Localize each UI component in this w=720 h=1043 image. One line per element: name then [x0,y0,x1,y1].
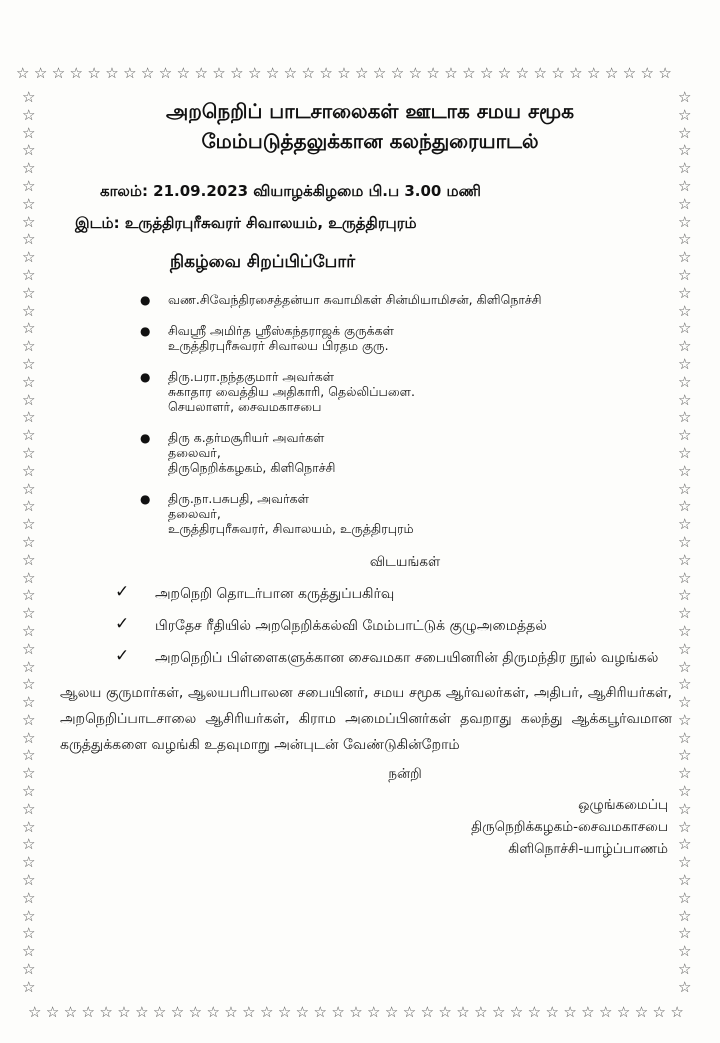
star-icon: ☆ [678,159,692,178]
star-icon: ☆ [16,64,30,82]
star-icon: ☆ [678,426,692,445]
star-icon: ☆ [426,64,440,82]
guest-line: திருநெறிக்கழகம், கிளிநொச்சி [168,460,336,475]
star-icon: ☆ [384,1003,399,1021]
star-icon: ☆ [670,1003,684,1021]
star-icon: ☆ [22,871,36,890]
guest-item [140,292,680,307]
guest-line: திரு.பரா.நந்தகுமார் அவர்கள் [168,369,335,384]
document-content [60,96,680,860]
star-icon: ☆ [295,1003,310,1021]
star-icon: ☆ [22,657,36,676]
star-icon: ☆ [22,443,36,462]
topic-text: பிரதேச ரீதியில் அறநெறிக்கல்வி மேம்பாட்டுக் குழுஅமைத்தல் [155,618,547,634]
chief-guests-heading: நிகழ்வை சிறப்பிப்போர் [170,252,356,272]
star-icon: ☆ [45,1003,60,1021]
signature-line-2: திருநெறிக்கழகம்-சைவமகாசபை [471,819,668,835]
star-icon: ☆ [420,1003,435,1021]
star-icon: ☆ [277,1003,292,1021]
star-icon: ☆ [678,212,692,231]
star-icon: ☆ [105,64,119,82]
star-icon: ☆ [678,977,692,996]
star-icon: ☆ [224,1003,238,1021]
star-icon: ☆ [22,710,36,729]
star-icon: ☆ [349,1003,363,1021]
star-icon: ☆ [87,64,101,82]
star-icon: ☆ [678,248,692,267]
topic-item [115,578,680,610]
star-icon: ☆ [678,497,692,516]
star-icon: ☆ [678,888,692,907]
star-icon: ☆ [678,123,692,142]
star-icon: ☆ [678,443,692,462]
star-icon: ☆ [678,960,692,979]
star-icon: ☆ [678,746,692,765]
star-icon: ☆ [22,977,36,996]
star-icon: ☆ [22,817,36,836]
guest-item [140,369,680,414]
star-icon: ☆ [491,1003,506,1021]
star-icon: ☆ [22,764,36,783]
star-icon: ☆ [479,64,494,82]
star-icon: ☆ [140,64,155,82]
star-icon: ☆ [678,461,692,480]
star-icon: ☆ [474,1003,488,1021]
star-icon: ☆ [599,1003,613,1021]
star-icon: ☆ [569,64,583,82]
star-icon: ☆ [22,194,36,213]
star-icon: ☆ [678,301,692,320]
star-icon: ☆ [678,693,692,712]
star-icon: ☆ [22,782,36,801]
star-icon: ☆ [355,64,369,82]
star-icon: ☆ [678,194,692,213]
guest-line: தலைவர், [168,506,221,521]
star-icon: ☆ [22,176,36,195]
star-icon: ☆ [22,461,36,480]
star-icon: ☆ [63,1003,78,1021]
star-icon: ☆ [527,1003,542,1021]
star-icon: ☆ [22,924,36,943]
star-icon: ☆ [509,1003,524,1021]
star-icon: ☆ [22,319,36,338]
star-icon: ☆ [22,960,36,979]
star-icon: ☆ [678,265,692,284]
guest-line: உருத்திரபுரீசுவரர் சிவாலய பிரதம குரு. [168,338,389,353]
star-icon: ☆ [678,532,692,551]
star-icon: ☆ [581,1003,595,1021]
event-place: இடம்: உருத்திரபுரீசுவரர் சிவாலயம், உருத்திரபுரம் [75,214,417,232]
checkmark-icon: ✓ [115,582,130,602]
star-icon: ☆ [188,1003,203,1021]
star-icon: ☆ [230,64,244,82]
star-icon: ☆ [678,319,692,338]
star-icon: ☆ [678,283,692,302]
checkmark-icon: ✓ [115,614,130,634]
star-icon: ☆ [135,1003,149,1021]
topic-item [115,610,680,642]
star-icon: ☆ [22,265,36,284]
star-icon: ☆ [283,64,298,82]
organizer-signature [60,794,680,860]
star-icon: ☆ [247,64,262,82]
star-icon: ☆ [337,64,351,82]
star-icon: ☆ [678,372,692,391]
star-icon: ☆ [640,64,654,82]
star-icon: ☆ [22,728,36,747]
event-title [60,96,680,156]
guest-line: சிவஸ்ரீ அமிர்த ஸ்ரீஸ்கந்தராஜக் குருக்கள் [168,323,394,338]
star-icon: ☆ [265,64,280,82]
event-title-line-1: அறநெறிப் பாடசாலைகள் ஊடாக சமய சமூக [166,99,574,123]
signature-line-3: கிளிநொச்சி-யாழ்ப்பாணம் [508,841,668,857]
star-icon: ☆ [678,604,692,623]
star-icon: ☆ [678,639,692,658]
star-icon: ☆ [678,675,692,694]
star-icon: ☆ [616,1003,631,1021]
star-icon: ☆ [22,746,36,765]
star-border-top [16,66,672,81]
guest-item [140,323,680,353]
star-icon: ☆ [652,1003,666,1021]
star-icon: ☆ [22,159,36,178]
topic-list [60,578,680,674]
star-icon: ☆ [678,942,692,961]
star-icon: ☆ [678,871,692,890]
guest-line: செயலாளர், சைவமகாசபை [168,399,322,414]
star-icon: ☆ [497,64,512,82]
guest-line: வண.சிவேந்திரசைத்தன்யா சுவாமிகள் சின்மியாமிசன், கிளிநொச்சி [168,292,542,307]
star-icon: ☆ [22,799,36,818]
star-icon: ☆ [678,764,692,783]
star-icon: ☆ [587,64,601,82]
star-icon: ☆ [22,372,36,391]
star-icon: ☆ [22,906,36,925]
star-icon: ☆ [678,817,692,836]
star-icon: ☆ [331,1003,345,1021]
star-icon: ☆ [456,1003,470,1021]
star-icon: ☆ [408,64,423,82]
star-icon: ☆ [678,710,692,729]
star-icon: ☆ [678,568,692,587]
star-icon: ☆ [22,550,36,569]
event-time: காலம்: 21.09.2023 வியாழக்கிழமை பி.ப 3.00 மணி [100,182,481,200]
star-border-bottom [28,1005,684,1020]
star-icon: ☆ [22,639,36,658]
star-icon: ☆ [22,693,36,712]
topics-heading: விடயங்கள் [369,554,441,570]
star-icon: ☆ [22,141,36,160]
star-icon: ☆ [22,621,36,640]
star-icon: ☆ [678,408,692,427]
star-icon: ☆ [194,64,208,82]
star-icon: ☆ [22,479,36,498]
topic-item [115,642,680,674]
checkmark-icon: ✓ [115,646,130,666]
star-icon: ☆ [367,1003,381,1021]
star-icon: ☆ [22,515,36,534]
star-icon: ☆ [678,390,692,409]
star-icon: ☆ [678,586,692,605]
star-icon: ☆ [22,604,36,623]
bullet-icon: ● [140,431,151,445]
star-icon: ☆ [22,853,36,872]
star-icon: ☆ [678,906,692,925]
star-icon: ☆ [22,337,36,356]
star-icon: ☆ [678,799,692,818]
thanks-text: நன்றி [388,766,422,782]
star-border-left [22,90,35,995]
star-icon: ☆ [51,64,66,82]
guest-item [140,491,680,536]
topic-text: அறநெறி தொடர்பான கருத்துப்பகிர்வு [155,586,395,602]
guest-list [60,292,680,536]
star-icon: ☆ [678,550,692,569]
star-icon: ☆ [22,586,36,605]
star-icon: ☆ [22,283,36,302]
star-icon: ☆ [402,1003,417,1021]
invitation-paragraph: ஆலய குருமார்கள், ஆலயபரிபாலன சபையினர், சமய சமூக ஆர்வலர்கள், அதிபர், ஆசிரியர்கள், அறநெறிப்பாடசாலை ஆசிரியர்கள், கிராம அமைப்பினர்கள் தவறாது கலந்து ஆக்கபூர்வமான கருத்துக்களை வழங்கி உதவுமாறு அன்புடன் வேண்டுகின்றோம் [60,685,672,753]
star-icon: ☆ [658,64,672,82]
star-border-right [678,90,691,995]
star-icon: ☆ [22,568,36,587]
star-icon: ☆ [462,64,476,82]
star-icon: ☆ [678,337,692,356]
star-icon: ☆ [678,621,692,640]
star-icon: ☆ [22,408,36,427]
star-icon: ☆ [22,88,36,106]
star-icon: ☆ [563,1003,577,1021]
star-icon: ☆ [22,390,36,409]
star-icon: ☆ [678,354,692,373]
star-icon: ☆ [28,1003,42,1021]
star-icon: ☆ [678,515,692,534]
star-icon: ☆ [99,1003,113,1021]
guest-line: திரு க.தர்மசூரியர் அவர்கள் [168,430,325,445]
star-icon: ☆ [678,230,692,249]
star-icon: ☆ [545,1003,559,1021]
star-icon: ☆ [678,728,692,747]
star-icon: ☆ [81,1003,95,1021]
star-icon: ☆ [170,1003,185,1021]
guest-line: திரு.நா.பசுபதி, அவர்கள் [168,491,309,506]
star-icon: ☆ [678,782,692,801]
star-icon: ☆ [678,88,692,106]
signature-line-1: ஒழுங்கமைப்பு [578,797,668,813]
star-icon: ☆ [678,105,692,124]
star-icon: ☆ [22,301,36,320]
topic-text: அறநெறிப் பிள்ளைகளுக்கான சைவமகா சபையினரின் திருமந்திர நூல் வழங்கல் [155,650,659,666]
star-icon: ☆ [678,835,692,854]
guest-line: தலைவர், [168,445,221,460]
star-icon: ☆ [22,426,36,445]
star-icon: ☆ [22,212,36,231]
star-icon: ☆ [22,888,36,907]
star-icon: ☆ [69,64,83,82]
star-icon: ☆ [22,675,36,694]
star-icon: ☆ [678,176,692,195]
star-icon: ☆ [158,64,173,82]
star-icon: ☆ [390,64,405,82]
star-icon: ☆ [678,141,692,160]
guest-item [140,430,680,475]
star-icon: ☆ [22,497,36,516]
star-icon: ☆ [678,924,692,943]
star-icon: ☆ [622,64,637,82]
star-icon: ☆ [22,123,36,142]
star-icon: ☆ [551,64,565,82]
event-details [60,176,680,238]
star-icon: ☆ [438,1003,452,1021]
star-icon: ☆ [22,354,36,373]
star-icon: ☆ [678,657,692,676]
star-icon: ☆ [634,1003,649,1021]
star-icon: ☆ [22,105,36,124]
star-icon: ☆ [372,64,387,82]
star-icon: ☆ [319,64,333,82]
star-icon: ☆ [301,64,315,82]
star-icon: ☆ [117,1003,131,1021]
star-icon: ☆ [533,64,547,82]
bullet-icon: ● [140,492,151,506]
star-icon: ☆ [515,64,530,82]
star-icon: ☆ [444,64,458,82]
bullet-icon: ● [140,370,151,384]
star-icon: ☆ [152,1003,167,1021]
star-icon: ☆ [123,64,137,82]
star-icon: ☆ [22,942,36,961]
star-icon: ☆ [206,1003,220,1021]
event-title-line-2: மேம்படுத்தலுக்கான கலந்துரையாடல் [201,129,539,153]
star-icon: ☆ [22,835,36,854]
star-icon: ☆ [22,532,36,551]
star-icon: ☆ [242,1003,256,1021]
guest-line: உருத்திரபுரீசுவரர், சிவாலயம், உருத்திரபுரம் [168,521,414,536]
star-icon: ☆ [22,230,36,249]
bullet-icon: ● [140,324,151,338]
star-icon: ☆ [259,1003,274,1021]
star-icon: ☆ [604,64,619,82]
star-icon: ☆ [212,64,226,82]
guest-line: சுகாதார வைத்திய அதிகாரி, தெல்லிப்பளை. [168,384,415,399]
star-icon: ☆ [176,64,191,82]
star-icon: ☆ [22,248,36,267]
star-icon: ☆ [313,1003,327,1021]
bullet-icon: ● [140,293,151,307]
star-icon: ☆ [678,853,692,872]
star-icon: ☆ [33,64,48,82]
star-icon: ☆ [678,479,692,498]
